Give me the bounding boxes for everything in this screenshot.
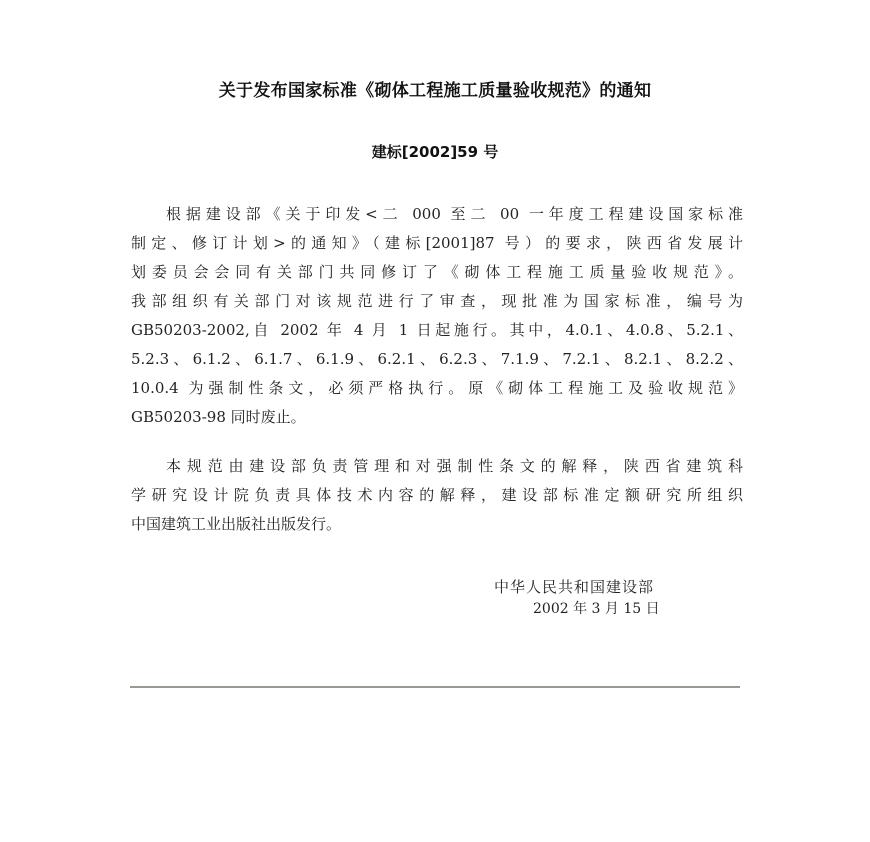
paragraph-line: 我部组织有关部门对该规范进行了审查，现批准为国家标准，编号为 — [131, 292, 743, 310]
paragraph-line: 5.2.3、6.1.2、6.1.7、6.1.9、6.2.1、6.2.3、7.1.9、7.2.1、8.2.1、8.2.2、 — [131, 350, 743, 368]
paragraph-line: 学研究设计院负责具体技术内容的解释，建设部标准定额研究所组织 — [131, 486, 743, 504]
paragraph-line: 划委员会会同有关部门共同修订了《砌体工程施工质量验收规范》。 — [131, 263, 743, 281]
document-number: 建标[2002]59 号 — [371, 143, 499, 161]
paragraph-line: 本规范由建设部负责管理和对强制性条文的解释，陕西省建筑科 — [166, 457, 743, 475]
horizontal-rule — [130, 686, 740, 688]
paragraph-line: 制定、修订计划>的通知》（建标[2001]87 号）的要求，陕西省发展计 — [131, 234, 743, 252]
paragraph-line: GB50203-2002,自 2002 年 4 月 1 日起施行。其中，4.0.1、4.0.8、5.2.1、 — [131, 321, 743, 339]
paragraph-line: 中国建筑工业出版社出版发行。 — [131, 515, 342, 533]
document-title: 关于发布国家标准《砌体工程施工质量验收规范》的通知 — [218, 81, 652, 101]
signature-organization: 中华人民共和国建设部 — [494, 578, 655, 596]
paragraph-line: 10.0.4 为强制性条文，必须严格执行。原《砌体工程施工及验收规范》 — [131, 379, 743, 397]
paragraph-line: 根据建设部《关于印发<二 000 至二 00 一年度工程建设国家标准 — [166, 205, 743, 223]
paragraph-line: GB50203-98 同时废止。 — [131, 408, 306, 426]
signature-date: 2002 年 3 月 15 日 — [533, 601, 660, 617]
